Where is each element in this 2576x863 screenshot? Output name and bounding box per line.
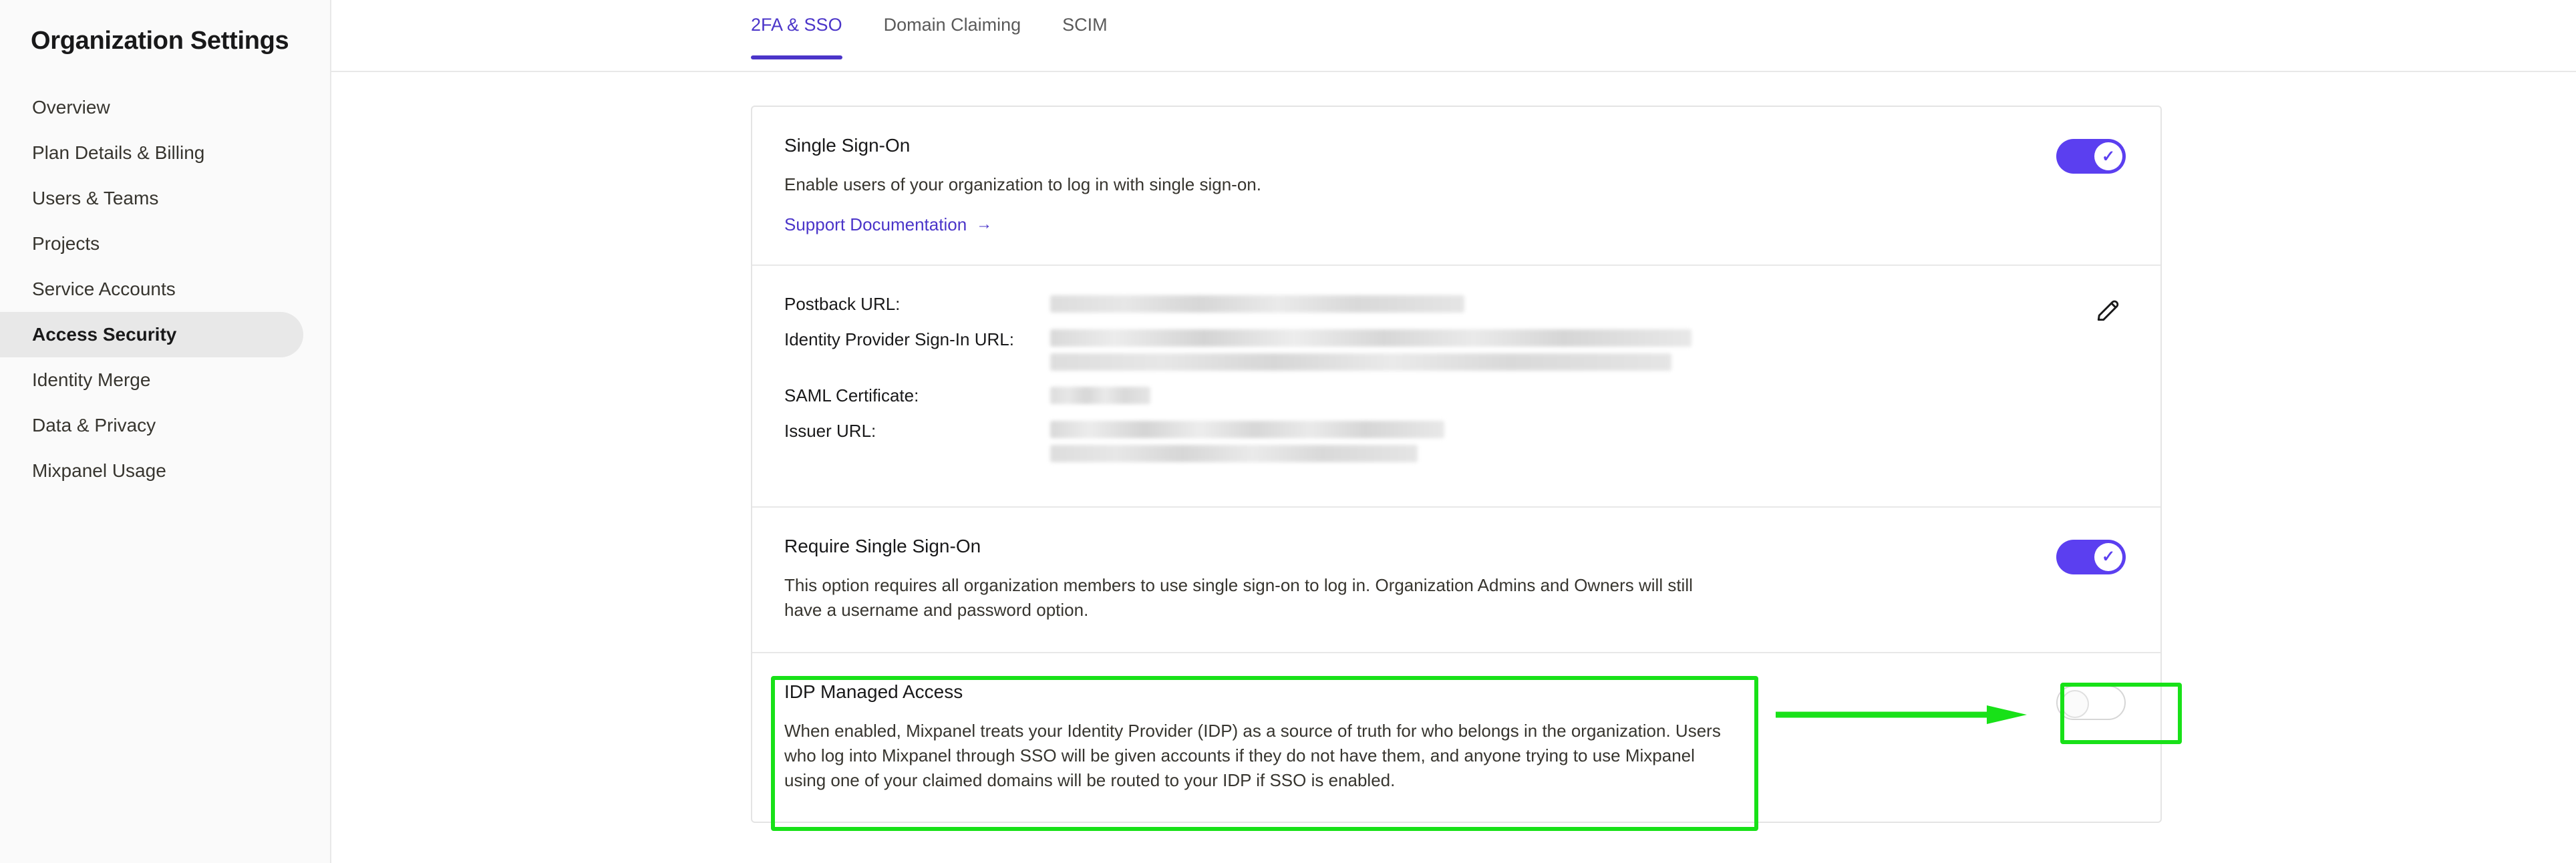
sidebar-item-label: Projects [32,233,100,254]
sidebar-item-data-privacy[interactable] [0,403,303,448]
sidebar-item-label: Plan Details & Billing [32,142,205,163]
masked-value-bar [1050,421,1444,438]
sidebar-item-label: Data & Privacy [32,415,156,436]
sso-description: Enable users of your organization to log in with single sign-on. [784,174,1261,194]
access-security-card [751,106,2162,823]
idp-managed-access-title: IDP Managed Access [784,681,963,702]
saml-certificate-label: SAML Certificate: [784,385,919,405]
saml-details-table [784,294,1692,477]
table-row [784,421,1692,477]
tab-bar [331,0,2576,72]
masked-value-bar [1050,329,1692,347]
issuer-url-value-masked [1014,421,1692,477]
row-single-sign-on [752,107,2160,266]
page-title: Organization Settings [31,27,289,55]
tab-scim[interactable] [1062,0,1108,59]
masked-value-bar [1050,295,1464,313]
sidebar-item-service-accounts[interactable] [0,267,303,312]
settings-panel [331,72,2576,823]
sidebar-item-label: Users & Teams [32,188,159,208]
main-content [331,0,2576,863]
require-sso-title: Require Single Sign-On [784,535,981,556]
sidebar-item-label: Identity Merge [32,369,151,390]
row-body [784,536,2056,623]
issuer-url-label: Issuer URL: [784,420,876,441]
masked-value-bar [1050,387,1150,404]
toggle-knob [2061,690,2089,718]
masked-value-bar [1050,353,1671,371]
tab-2fa-sso[interactable] [751,0,842,59]
sidebar-item-overview[interactable] [0,85,303,130]
support-documentation-link[interactable] [784,214,992,235]
row-body [784,294,2126,477]
table-row [784,329,1692,385]
sso-toggle[interactable] [2056,139,2126,174]
postback-url-value-masked [1014,294,1692,329]
postback-url-label: Postback URL: [784,293,901,314]
row-body [784,681,2056,793]
require-sso-description: This option requires all organization members to use single sign-on to log in. Organization Admins and Owners will still have a username and password option. [784,574,1693,620]
sidebar-item-plan-details-billing[interactable] [0,130,303,176]
sidebar [0,0,331,863]
support-documentation-label: Support Documentation [784,214,967,234]
sidebar-item-identity-merge[interactable] [0,357,303,403]
row-require-single-sign-on [752,508,2160,653]
saml-certificate-value-masked [1014,385,1692,421]
sidebar-nav [0,85,330,494]
sidebar-item-access-security[interactable] [0,312,303,357]
sidebar-item-users-teams[interactable] [0,176,303,221]
idp-managed-access-toggle[interactable] [2056,685,2126,720]
sidebar-item-label: Service Accounts [32,279,176,299]
row-idp-managed-access [752,653,2160,822]
tab-domain-claiming[interactable] [884,0,1021,59]
tab-label: 2FA & SSO [751,15,842,35]
table-row [784,294,1692,329]
tab-label: Domain Claiming [883,15,1021,35]
sidebar-item-label: Mixpanel Usage [32,460,166,481]
masked-value-bar [1050,445,1418,462]
sidebar-item-mixpanel-usage[interactable] [0,448,303,494]
sidebar-item-projects[interactable] [0,221,303,267]
row-saml-details [752,266,2160,508]
table-row [784,385,1692,421]
sso-title: Single Sign-On [784,135,911,156]
check-icon: ✓ [2094,142,2122,170]
require-sso-toggle[interactable] [2056,540,2126,574]
idp-managed-access-description: When enabled, Mixpanel treats your Identity Provider (IDP) as a source of truth for who belongs in the organization. Users who log into Mixpanel through SSO will be given accounts if they do not have them, and anyone trying to use Mixpanel using one of your claimed domains will be routed to your IDP if SSO is enabled. [784,720,1721,790]
tab-label: SCIM [1062,15,1108,35]
arrow-right-icon: → [976,215,993,234]
check-icon: ✓ [2094,543,2122,571]
sidebar-item-label: Access Security [32,324,177,345]
identity-provider-signin-url-label: Identity Provider Sign-In URL: [784,329,1014,349]
identity-provider-signin-url-value-masked [1014,329,1692,385]
edit-pencil-icon[interactable] [2094,295,2123,325]
sidebar-item-label: Overview [32,97,110,118]
row-body [784,135,2056,235]
